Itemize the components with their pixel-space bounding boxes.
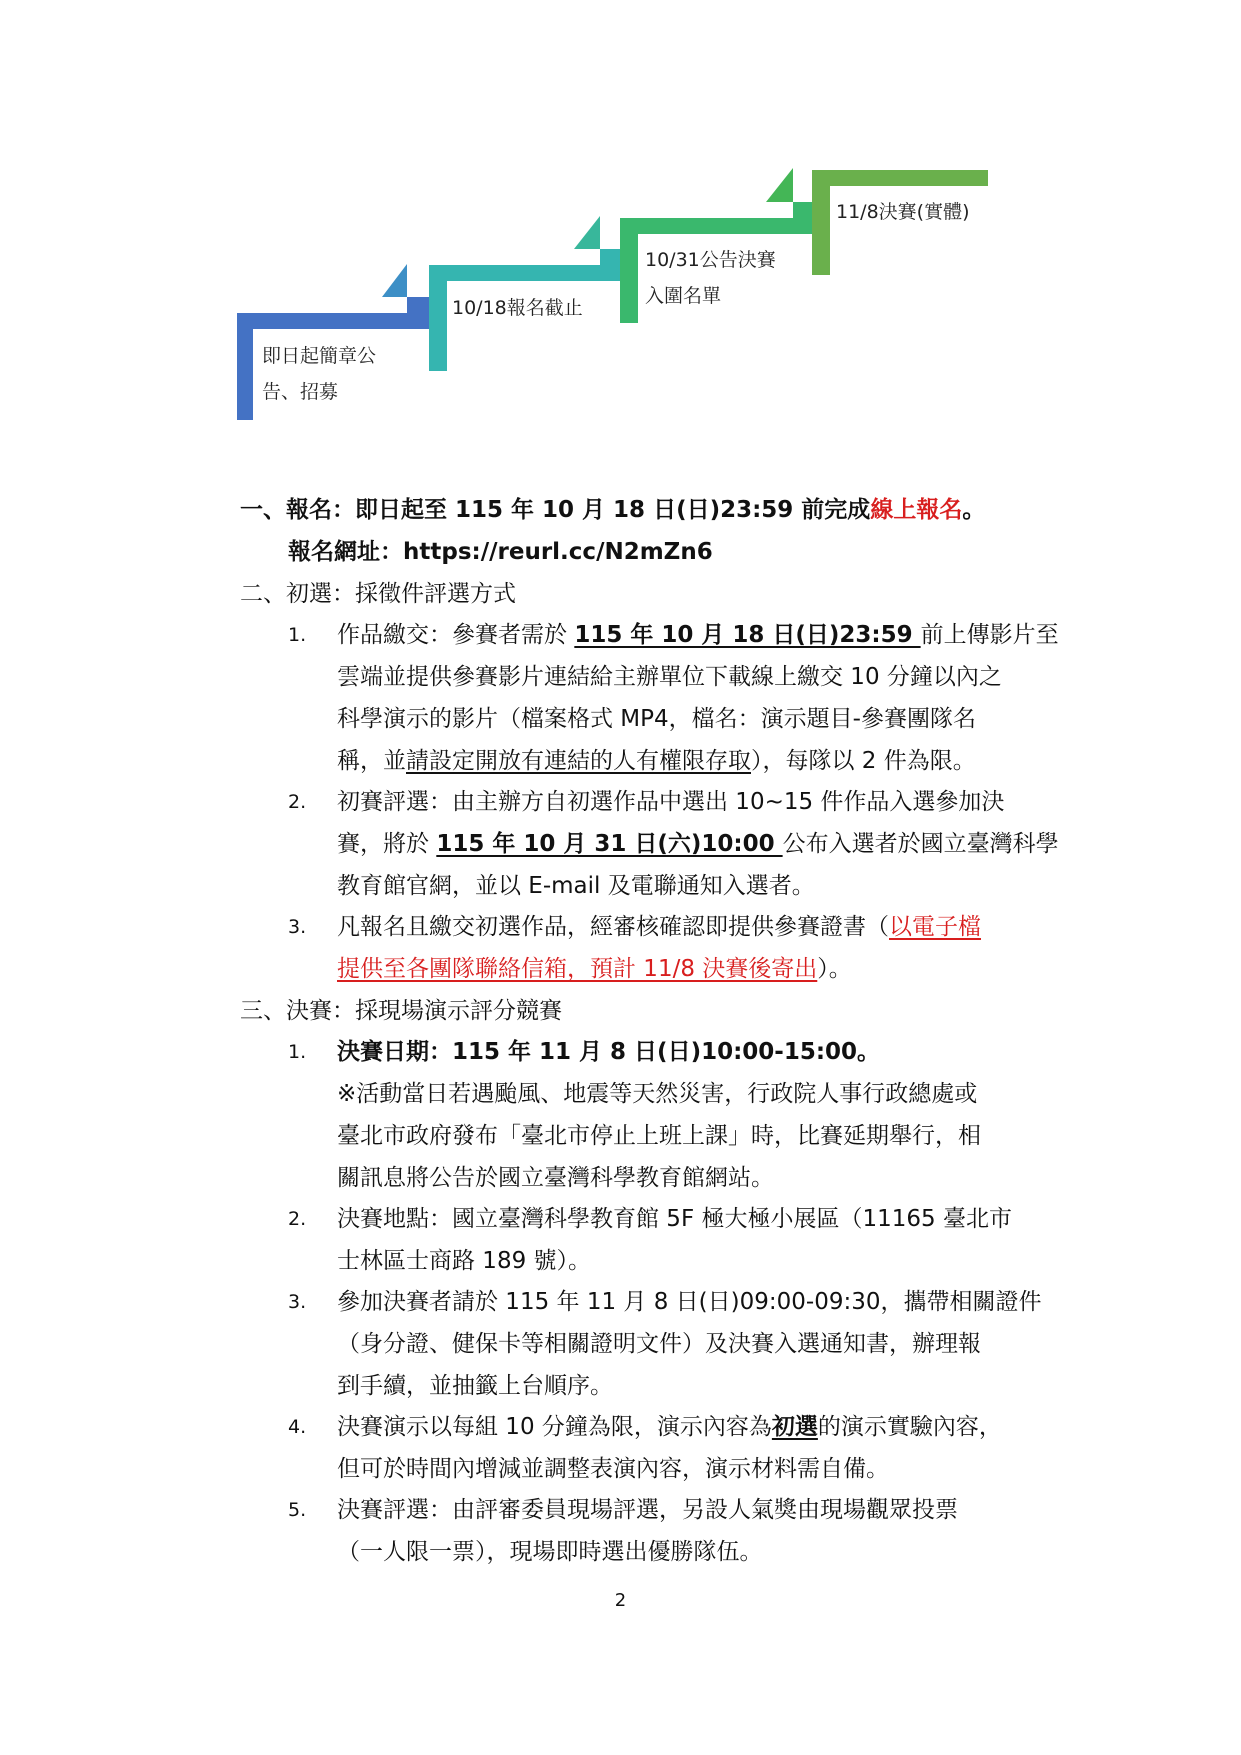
- preliminary-item-1-line-2: 雲端並提供參賽影片連結給主辦單位下載線上繳交 10 分鐘以內之: [337, 664, 1002, 690]
- registration-text: 一、報名：即日起至 115 年 10 月 18 日(日)23:59 前完成: [240, 497, 871, 523]
- timeline-step-1-label: [262, 338, 376, 410]
- final-item-3-line-1: 參加決賽者請於 115 年 11 月 8 日(日)09:00-09:30，攜帶相關證件: [337, 1289, 1042, 1315]
- final-item-1-line-4: 關訊息將公告於國立臺灣科學教育館網站。: [337, 1165, 774, 1191]
- timeline-steps-graphic: [0, 0, 1241, 440]
- text: 公布入選者於國立臺灣科學: [782, 831, 1059, 857]
- text: 的演示實驗內容，: [817, 1414, 1002, 1440]
- final-item-1-line-3: 臺北市政府發布「臺北市停止上班上課」時，比賽延期舉行，相: [337, 1123, 981, 1149]
- final-item-5-number: 5.: [288, 1499, 307, 1521]
- registration-url[interactable]: 報名網址：https://reurl.cc/N2mZn6: [288, 539, 713, 565]
- final-item-1-line-2: ※活動當日若遇颱風、地震等天然災害，行政院人事行政總處或: [337, 1081, 978, 1107]
- text: ）。: [817, 956, 852, 982]
- final-item-3-line-3: 到手續，並抽籤上台順序。: [337, 1373, 613, 1399]
- timeline: [0, 0, 1241, 440]
- final-item-3-number: 3.: [288, 1291, 307, 1313]
- online-registration-highlight: 線上報名: [870, 497, 963, 523]
- final-item-5-line-1: 決賽評選：由評審委員現場評選，另設人氣獎由現場觀眾投票: [337, 1497, 958, 1523]
- final-item-1-line-1: 決賽日期：115 年 11 月 8 日(日)10:00-15:00。: [337, 1039, 881, 1065]
- timeline-step-1-arrow: [382, 264, 407, 297]
- preliminary-item-3-line-1: [337, 906, 981, 948]
- preliminary-item-2-line-1: 初賽評選：由主辦方自初選作品中選出 10~15 件作品入選參加決: [337, 789, 1005, 815]
- preliminary-item-3-line-2: [337, 948, 852, 990]
- certificate-note-continued: 提供至各團隊聯絡信箱，預計 11/8 決賽後寄出: [337, 956, 818, 982]
- final-item-1-number: 1.: [288, 1041, 307, 1063]
- timeline-step-3-label-line-1: 10/31公告決賽: [645, 249, 776, 271]
- timeline-step-2-arrow: [574, 216, 600, 249]
- final-item-2-number: 2.: [288, 1208, 307, 1230]
- final-heading: 三、決賽：採現場演示評分競賽: [240, 998, 562, 1024]
- announcement-date: 115 年 10 月 31 日(六)10:00: [436, 831, 783, 857]
- timeline-step-3-label: [645, 242, 776, 314]
- timeline-step-1-label-line-1: 即日起簡章公: [262, 345, 377, 367]
- certificate-note: 以電子檔: [889, 914, 981, 940]
- submission-deadline: 115 年 10 月 18 日(日)23:59: [574, 622, 921, 648]
- text: 前上傳影片至: [920, 622, 1059, 648]
- preliminary-item-3-number: 3.: [288, 916, 307, 938]
- final-item-4-number: 4.: [288, 1416, 307, 1438]
- text: 作品繳交：參賽者需於: [337, 622, 575, 648]
- final-item-2-line-2: 士林區士商路 189 號）。: [337, 1248, 592, 1274]
- registration-period: 。: [962, 497, 986, 523]
- timeline-step-2-label: 10/18報名截止: [452, 297, 583, 319]
- preliminary-item-1-line-1: [337, 614, 1059, 656]
- preliminary-item-1-line-4: [337, 740, 976, 782]
- final-item-2-line-1: 決賽地點：國立臺灣科學教育館 5F 極大極小展區（11165 臺北市: [337, 1206, 1012, 1232]
- final-item-4-line-2: 但可於時間內增減並調整表演內容，演示材料需自備。: [337, 1456, 889, 1482]
- timeline-step-1-label-line-2: 告、招募: [262, 381, 339, 403]
- final-item-4-line-1: [337, 1406, 1002, 1448]
- preliminary-item-1-number: 1.: [288, 624, 307, 646]
- timeline-step-4-label: 11/8決賽(實體): [836, 201, 970, 223]
- text: 決賽演示以每組 10 分鐘為限，演示內容為: [337, 1414, 772, 1440]
- page-number: 2: [614, 1590, 627, 1611]
- preliminary-item-2-number: 2.: [288, 791, 307, 813]
- preliminary-item-1-line-3: 科學演示的影片（檔案格式 MP4，檔名：演示題目-參賽團隊名: [337, 706, 976, 732]
- text: 凡報名且繳交初選作品，經審核確認即提供參賽證書（: [337, 914, 889, 940]
- link-permission-note: 請設定開放有連結的人有權限存取: [406, 748, 751, 774]
- text: 稱，並: [337, 748, 406, 774]
- registration-line: [240, 489, 985, 531]
- timeline-step-3-arrow: [766, 168, 793, 202]
- timeline-step-3-label-line-2: 入圍名單: [645, 285, 722, 307]
- text: 賽，將於: [337, 831, 437, 857]
- preliminary-item-2-line-3: 教育館官網，並以 E-mail 及電聯通知入選者。: [337, 873, 815, 899]
- preliminary-item-2-line-2: [337, 823, 1059, 865]
- final-item-5-line-2: （一人限一票），現場即時選出優勝隊伍。: [337, 1539, 763, 1565]
- text: ），每隊以 2 件為限。: [751, 748, 976, 774]
- final-item-3-line-2: （身分證、健保卡等相關證明文件）及決賽入選通知書，辦理報: [337, 1331, 981, 1357]
- preliminary-emphasis: 初選: [771, 1414, 818, 1440]
- preliminary-heading: 二、初選：採徵件評選方式: [240, 581, 516, 607]
